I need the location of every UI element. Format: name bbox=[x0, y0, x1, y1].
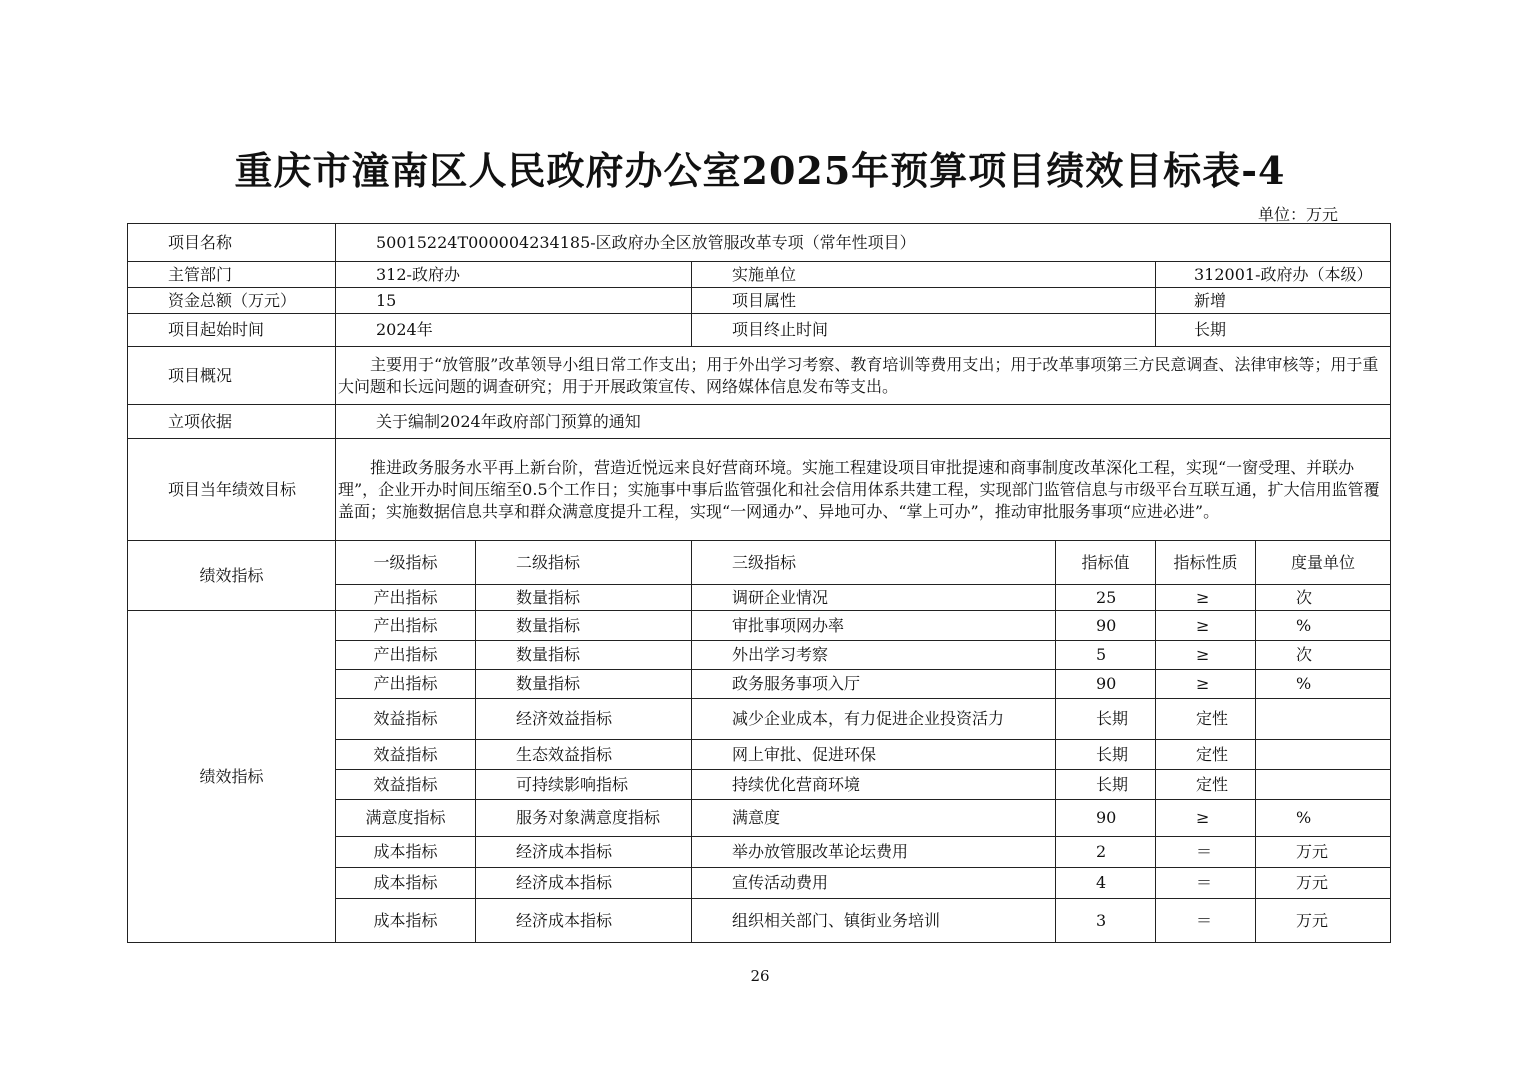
dept-label: 主管部门 bbox=[128, 262, 336, 288]
cell-level1: 产出指标 bbox=[336, 641, 476, 670]
cell-level1: 产出指标 bbox=[336, 585, 476, 611]
cell-unit bbox=[1256, 770, 1391, 800]
basis-label: 立项依据 bbox=[128, 405, 336, 439]
header-level3: 三级指标 bbox=[692, 541, 1056, 585]
cell-value: 5 bbox=[1056, 641, 1156, 670]
indicator-row bbox=[128, 611, 1391, 641]
header-level2: 二级指标 bbox=[476, 541, 692, 585]
impl-label: 实施单位 bbox=[692, 262, 1156, 288]
cell-level3: 减少企业成本，有力促进企业投资活力 bbox=[692, 699, 1056, 740]
page-number: 26 bbox=[750, 967, 770, 985]
cell-level2: 生态效益指标 bbox=[476, 740, 692, 770]
cell-nature: ＝ bbox=[1156, 837, 1256, 868]
cell-level3: 外出学习考察 bbox=[692, 641, 1056, 670]
cell-unit bbox=[1256, 740, 1391, 770]
cell-unit: 万元 bbox=[1256, 837, 1391, 868]
overview-value: 主要用于“放管服”改革领导小组日常工作支出；用于外出学习考察、教育培训等费用支出；用于改革事项第三方民意调查、法律审核等；用于重大问题和长远问题的调查研究；用于开展政策宣传、网络媒体信息发布等支出。 bbox=[336, 347, 1391, 405]
cell-level3: 举办放管服改革论坛费用 bbox=[692, 837, 1056, 868]
cell-level2: 数量指标 bbox=[476, 641, 692, 670]
end-label: 项目终止时间 bbox=[692, 314, 1156, 347]
unit-label: 单位：万元 bbox=[1258, 205, 1339, 224]
cell-level1: 效益指标 bbox=[336, 770, 476, 800]
cell-level2: 经济成本指标 bbox=[476, 868, 692, 899]
project-name-label: 项目名称 bbox=[128, 224, 336, 262]
row-project-name bbox=[128, 224, 1391, 262]
cell-level3: 满意度 bbox=[692, 800, 1056, 837]
cell-level2: 服务对象满意度指标 bbox=[476, 800, 692, 837]
cell-value: 90 bbox=[1056, 611, 1156, 641]
cell-level2: 经济成本指标 bbox=[476, 899, 692, 943]
cell-nature: ≥ bbox=[1156, 641, 1256, 670]
row-dept bbox=[128, 262, 1391, 288]
attr-label: 项目属性 bbox=[692, 288, 1156, 314]
project-name-value: 50015224T000004234185-区政府办全区放管服改革专项（常年性项目） bbox=[336, 224, 1391, 262]
cell-level1: 效益指标 bbox=[336, 699, 476, 740]
cell-level3: 网上审批、促进环保 bbox=[692, 740, 1056, 770]
cell-level3: 政务服务事项入厅 bbox=[692, 670, 1056, 699]
cell-unit: 次 bbox=[1256, 641, 1391, 670]
cell-nature: ≥ bbox=[1156, 800, 1256, 837]
cell-nature: 定性 bbox=[1156, 770, 1256, 800]
row-overview bbox=[128, 347, 1391, 405]
page-title: 重庆市潼南区人民政府办公室2025年预算项目绩效目标表-4 bbox=[234, 148, 1286, 193]
indicator-section-label-1: 绩效指标 bbox=[128, 541, 336, 611]
cell-level3: 组织相关部门、镇街业务培训 bbox=[692, 899, 1056, 943]
cell-value: 长期 bbox=[1056, 740, 1156, 770]
basis-value: 关于编制2024年政府部门预算的通知 bbox=[336, 405, 1391, 439]
cell-unit: % bbox=[1256, 670, 1391, 699]
cell-unit: % bbox=[1256, 611, 1391, 641]
cell-value: 25 bbox=[1056, 585, 1156, 611]
cell-unit: 万元 bbox=[1256, 868, 1391, 899]
cell-value: 3 bbox=[1056, 899, 1156, 943]
cell-unit: % bbox=[1256, 800, 1391, 837]
cell-level2: 经济效益指标 bbox=[476, 699, 692, 740]
cell-unit: 次 bbox=[1256, 585, 1391, 611]
row-fund bbox=[128, 288, 1391, 314]
cell-nature: 定性 bbox=[1156, 740, 1256, 770]
row-time bbox=[128, 314, 1391, 347]
row-goal bbox=[128, 439, 1391, 541]
impl-value: 312001-政府办（本级） bbox=[1156, 262, 1391, 288]
cell-value: 2 bbox=[1056, 837, 1156, 868]
cell-level1: 效益指标 bbox=[336, 740, 476, 770]
cell-nature: ＝ bbox=[1156, 868, 1256, 899]
header-level1: 一级指标 bbox=[336, 541, 476, 585]
cell-level1: 成本指标 bbox=[336, 837, 476, 868]
cell-level3: 持续优化营商环境 bbox=[692, 770, 1056, 800]
start-value: 2024年 bbox=[336, 314, 692, 347]
cell-level3: 调研企业情况 bbox=[692, 585, 1056, 611]
cell-level3: 宣传活动费用 bbox=[692, 868, 1056, 899]
row-basis bbox=[128, 405, 1391, 439]
cell-value: 90 bbox=[1056, 670, 1156, 699]
cell-level3: 审批事项网办率 bbox=[692, 611, 1056, 641]
cell-unit: 万元 bbox=[1256, 899, 1391, 943]
cell-value: 90 bbox=[1056, 800, 1156, 837]
end-value: 长期 bbox=[1156, 314, 1391, 347]
cell-level1: 满意度指标 bbox=[336, 800, 476, 837]
fund-value: 15 bbox=[336, 288, 692, 314]
goal-value: 推进政务服务水平再上新台阶，营造近悦远来良好营商环境。实施工程建设项目审批提速和商事制度改革深化工程，实现“一窗受理、并联办理”，企业开办时间压缩至0.5个工作日；实施事中事后监管强化和社会信用体系共建工程，实现部门监管信息与市级平台互联互通，扩大信用监管覆盖面；实施数据信息共享和群众满意度提升工程，实现“一网通办”、异地可办、“掌上可办”，推动审批服务事项“应进必进”。 bbox=[336, 439, 1391, 541]
cell-level2: 数量指标 bbox=[476, 611, 692, 641]
header-nature: 指标性质 bbox=[1156, 541, 1256, 585]
cell-value: 长期 bbox=[1056, 770, 1156, 800]
cell-value: 4 bbox=[1056, 868, 1156, 899]
start-label: 项目起始时间 bbox=[128, 314, 336, 347]
indicator-header-row bbox=[128, 541, 1391, 585]
cell-level2: 数量指标 bbox=[476, 670, 692, 699]
cell-level1: 成本指标 bbox=[336, 868, 476, 899]
cell-level2: 经济成本指标 bbox=[476, 837, 692, 868]
performance-table bbox=[127, 223, 1391, 943]
overview-label: 项目概况 bbox=[128, 347, 336, 405]
cell-value: 长期 bbox=[1056, 699, 1156, 740]
header-unit: 度量单位 bbox=[1256, 541, 1391, 585]
cell-level1: 产出指标 bbox=[336, 670, 476, 699]
fund-label: 资金总额（万元） bbox=[128, 288, 336, 314]
cell-nature: ≥ bbox=[1156, 670, 1256, 699]
cell-level1: 产出指标 bbox=[336, 611, 476, 641]
cell-level2: 可持续影响指标 bbox=[476, 770, 692, 800]
cell-nature: 定性 bbox=[1156, 699, 1256, 740]
cell-level2: 数量指标 bbox=[476, 585, 692, 611]
cell-nature: ＝ bbox=[1156, 899, 1256, 943]
cell-level1: 成本指标 bbox=[336, 899, 476, 943]
cell-unit bbox=[1256, 699, 1391, 740]
attr-value: 新增 bbox=[1156, 288, 1391, 314]
header-value: 指标值 bbox=[1056, 541, 1156, 585]
indicator-section-label-2: 绩效指标 bbox=[128, 611, 336, 943]
goal-label: 项目当年绩效目标 bbox=[128, 439, 336, 541]
cell-nature: ≥ bbox=[1156, 585, 1256, 611]
cell-nature: ≥ bbox=[1156, 611, 1256, 641]
dept-value: 312-政府办 bbox=[336, 262, 692, 288]
